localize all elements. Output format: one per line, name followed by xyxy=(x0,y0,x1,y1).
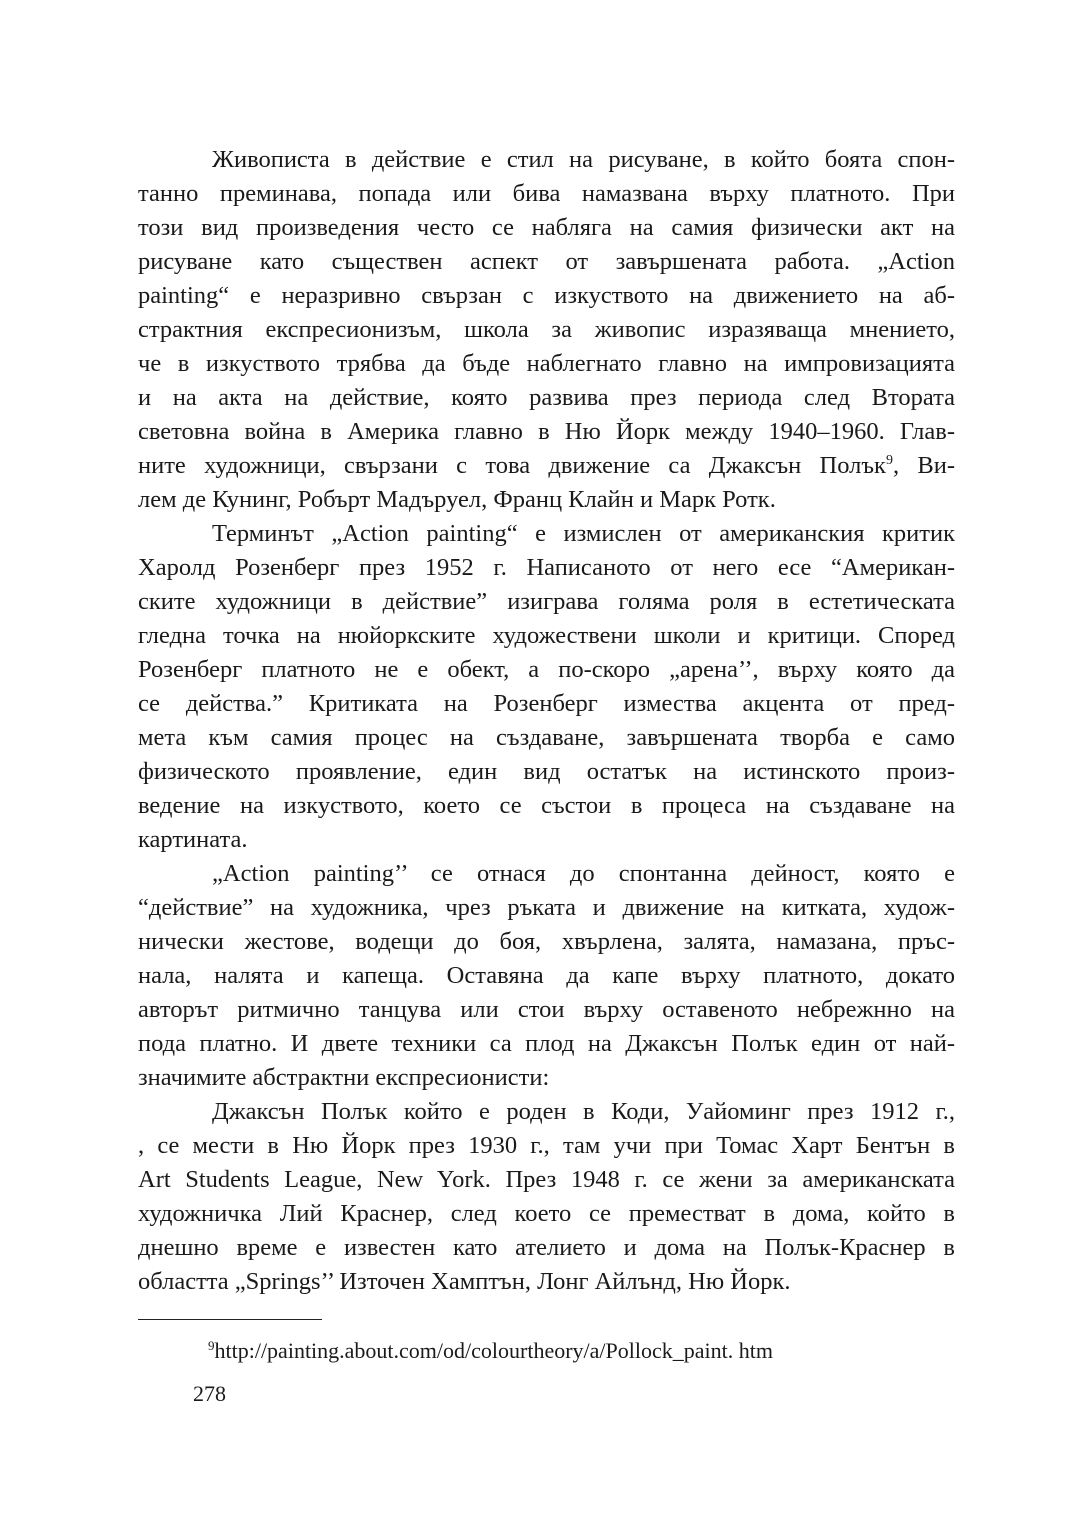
line-text: “действие” на художника, чрез ръката и движение на китката, худож- xyxy=(138,894,955,921)
line-text: художничка Лий Краснер, след което се преместват в дома, който в xyxy=(138,1200,955,1227)
text-line xyxy=(138,415,955,449)
page-number: 278 xyxy=(193,1381,226,1406)
line-text: областта „Springs’’ Източен Хамптън, Лонг Айлънд, Ню Йорк. xyxy=(138,1268,791,1295)
line-text: , Ви- xyxy=(892,452,955,479)
text-line xyxy=(138,823,955,857)
text-line xyxy=(138,245,955,279)
footnote-divider xyxy=(138,1319,322,1320)
text-line xyxy=(138,279,955,313)
line-text: картината. xyxy=(138,826,248,853)
text-line xyxy=(138,1265,955,1299)
text-line xyxy=(138,1061,955,1095)
line-text: Джаксън Полък който е роден в Коди, Уайоминг през 1912 г., xyxy=(212,1098,955,1125)
text-line xyxy=(138,483,955,517)
line-text: нически жестове, водещи до боя, хвърлена, залята, намазана, пръс- xyxy=(138,928,955,955)
line-text: Art Students League, New York. През 1948 г. се жени за американската xyxy=(138,1166,955,1193)
line-text: световна война в Америка главно в Ню Йорк между 1940–1960. Глав- xyxy=(138,418,955,445)
line-text: страктния експресионизъм, школа за живопис изразяваща мнението, xyxy=(138,316,955,343)
text-line xyxy=(138,891,955,925)
text-line xyxy=(138,959,955,993)
line-text: ските художници в действие” изиграва голяма роля в естетическата xyxy=(138,588,955,615)
text-line xyxy=(138,755,955,789)
text-line xyxy=(138,687,955,721)
line-text: рисуване като съществен аспект от завършената работа. „Action xyxy=(138,248,955,275)
text-line xyxy=(138,1095,955,1129)
line-text: ните художници, свързани с това движение са Джаксън Полък xyxy=(138,452,886,479)
text-line xyxy=(138,789,955,823)
line-text: гледна точка на нюйоркските художествени школи и критици. Според xyxy=(138,622,955,649)
text-line xyxy=(138,211,955,245)
line-text: мета към самия процес на създаване, завършената творба е само xyxy=(138,724,955,751)
text-line xyxy=(138,925,955,959)
text-line xyxy=(138,619,955,653)
line-text: значимите абстрактни експресионисти: xyxy=(138,1064,550,1091)
footnote-reference[interactable]: 9 xyxy=(885,453,893,468)
line-text: авторът ритмично танцува или стои върху оставеното небрежнно на xyxy=(138,996,955,1023)
line-text: днешно време е известен като ателието и дома на Полък-Краснер в xyxy=(138,1234,955,1261)
text-line xyxy=(138,449,955,483)
line-text: Харолд Розенберг през 1952 г. Написаното от него есе “Американ- xyxy=(138,554,955,581)
line-text: физическото проявление, един вид остатък на истинското произ- xyxy=(138,758,955,785)
text-line xyxy=(138,1231,955,1265)
body-text xyxy=(138,143,955,1299)
line-text: пода платно. И двете техники са плод на Джаксън Полък един от най- xyxy=(138,1030,955,1057)
text-line xyxy=(138,177,955,211)
text-line xyxy=(138,721,955,755)
footnote xyxy=(208,1337,773,1365)
line-text: и на акта на действие, която развива през периода след Втората xyxy=(138,384,955,411)
line-text: Терминът „Action painting“ е измислен от американския критик xyxy=(212,520,955,547)
text-line xyxy=(138,517,955,551)
text-line xyxy=(138,1129,955,1163)
line-text: painting“ е неразривно свързан с изкуството на движението на аб- xyxy=(138,282,955,309)
line-text: Живописта в действие е стил на рисуване, в който боята спон- xyxy=(212,146,955,173)
line-text: , се мести в Ню Йорк през 1930 г., там учи при Томас Харт Бентън в xyxy=(138,1132,955,1159)
text-line xyxy=(138,1163,955,1197)
text-line xyxy=(138,585,955,619)
line-text: Розенберг платното не е обект, а по-скоро „арена’’, върху която да xyxy=(138,656,955,683)
text-line xyxy=(138,381,955,415)
line-text: танно преминава, попада или бива намазвана върху платното. При xyxy=(138,180,955,207)
text-line xyxy=(138,347,955,381)
text-line xyxy=(138,143,955,177)
text-line xyxy=(138,653,955,687)
line-text: ведение на изкуството, което се състои в процеса на създаване на xyxy=(138,792,955,819)
text-line xyxy=(138,993,955,1027)
line-text: нала, налята и капеща. Оставяна да капе върху платното, докато xyxy=(138,962,955,989)
text-line xyxy=(138,1197,955,1231)
line-text: „Action painting’’ се отнася до спонтанна дейност, която е xyxy=(212,860,955,887)
line-text: се действа.” Критиката на Розенберг измества акцента от пред- xyxy=(138,690,955,717)
footnote-number: 9 xyxy=(208,1338,215,1353)
text-line xyxy=(138,313,955,347)
line-text: този вид произведения често се набляга на самия физически акт на xyxy=(138,214,955,241)
text-line xyxy=(138,551,955,585)
text-line xyxy=(138,1027,955,1061)
footnote-text: http://painting.about.com/od/colourtheory/a/Pollock_paint. htm xyxy=(214,1338,773,1363)
line-text: че в изкуството трябва да бъде наблегнато главно на импровизацията xyxy=(138,350,955,377)
line-text: лем де Кунинг, Робърт Мадъруел, Франц Клайн и Марк Ротк. xyxy=(138,486,776,513)
text-line xyxy=(138,857,955,891)
